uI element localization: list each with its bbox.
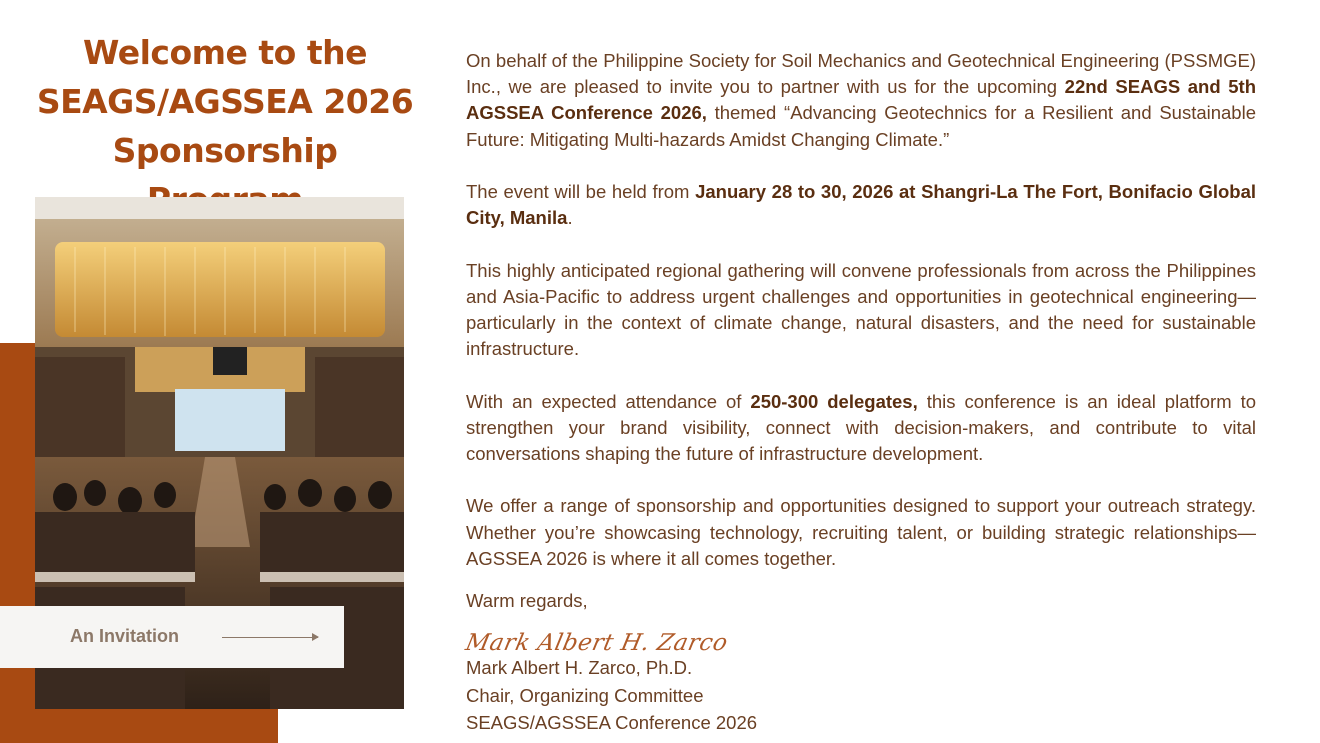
signatory-role: Chair, Organizing Committee: [466, 684, 704, 706]
signatory-name: Mark Albert H. Zarco, Ph.D.: [466, 657, 693, 678]
invitation-label: An Invitation: [70, 626, 179, 646]
attendance-text: With an expected attendance of: [466, 390, 751, 412]
letter-body: [466, 48, 1256, 598]
conference-name: 22nd SEAGS and 5th AGSSEA Conference 2026,: [466, 76, 1256, 124]
event-period: .: [567, 207, 573, 229]
invitation-card: [0, 606, 344, 668]
title-line-2: SEAGS/AGSSEA 2026: [36, 82, 414, 121]
intro-theme: themed “Advancing Geotechnics for a Resilient and Sustainable Future: Mitigating Multi-hazards Amidst Changing Climate.”: [466, 102, 1256, 150]
signatory-event: SEAGS/AGSSEA Conference 2026: [466, 712, 758, 733]
page-title: [30, 28, 420, 224]
arrow-right-icon: [222, 637, 318, 638]
title-line-1: Welcome to the: [83, 33, 367, 72]
closing-regards: Warm regards,: [466, 590, 588, 611]
paragraph-gathering: This highly anticipated regional gathering will convene professionals from across the Philippines and Asia-Pacific to address urgent challenges and opportunities in geotechnical engineering—particularly in the context of climate change, natural disasters, and the need for sustainable infrastructure.: [466, 259, 1256, 360]
event-text: The event will be held from: [466, 181, 696, 202]
paragraph-sponsorship: We offer a range of sponsorship and opportunities designed to support your outreach strategy. Whether you’re showcasing technology, recruiting talent, or building strategic relationships—AGSSEA 2026 is where it all comes together.: [466, 495, 1256, 569]
event-date-venue: January 28 to 30, 2026 at Shangri-La The Fort, Bonifacio Global City, Manila: [466, 181, 1256, 229]
attendance-rest: this conference is an ideal platform to strengthen your brand visibility, connect with decision-makers, and contribute to vital conversations shaping the future of infrastructure development.: [466, 390, 1257, 464]
paragraph-intro: [466, 48, 1256, 153]
accent-bar-bottom: [0, 709, 278, 743]
delegate-count: 250-300 delegates,: [750, 390, 918, 412]
handwritten-signature: Mark Albert H. Zarco: [463, 630, 731, 656]
paragraph-attendance: [466, 389, 1256, 468]
paragraph-event: [466, 179, 1256, 231]
title-line-3: Sponsorship: [112, 131, 338, 170]
signatory-block: [466, 654, 757, 737]
intro-text: On behalf of the Philippine Society for Soil Mechanics and Geotechnical Engineering (PSSMGE) Inc., we are pleased to invite you to partner with us for the upcoming: [466, 50, 1256, 98]
accent-bar-left: [0, 343, 36, 743]
